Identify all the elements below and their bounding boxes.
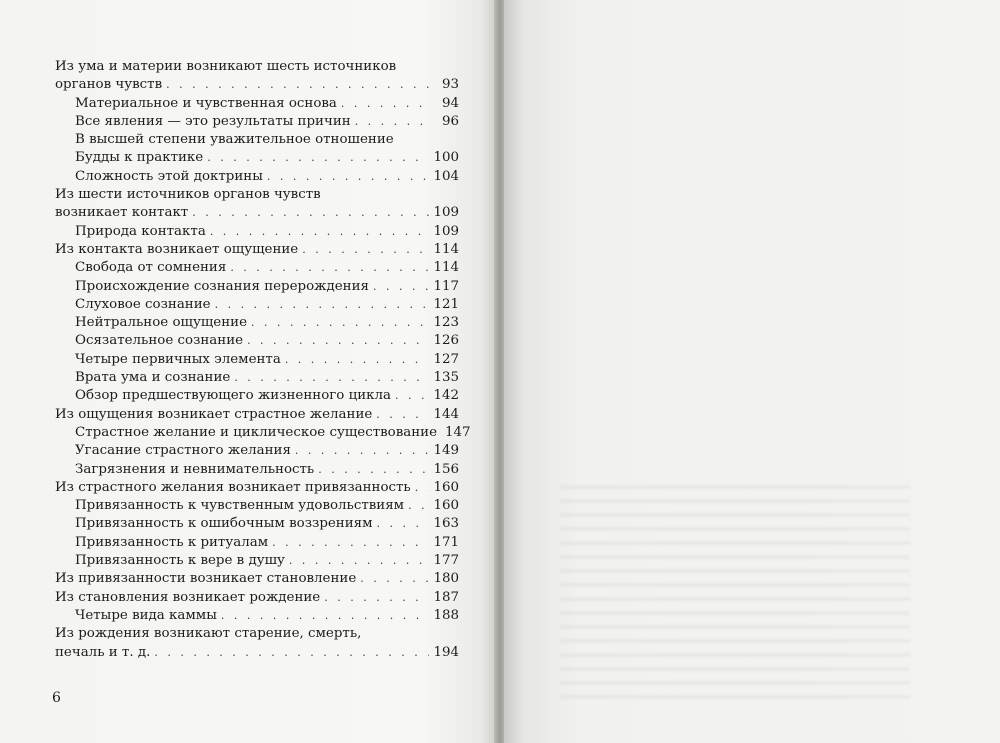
toc-entry-page: 117 — [433, 278, 459, 294]
toc-entry-title: Слуховое сознание — [75, 296, 211, 312]
toc-leader-dots — [324, 589, 429, 607]
toc-entry — [55, 58, 459, 76]
toc-entry-title: В высшей степени уважительное отношение — [75, 132, 394, 148]
toc-entry-title: Свобода от сомнения — [75, 260, 227, 276]
toc-leader-dots — [373, 278, 429, 296]
toc-entry — [55, 95, 459, 113]
toc-leader-dots — [408, 497, 429, 515]
toc-entry — [55, 351, 459, 369]
toc-entry-page: 96 — [441, 113, 459, 129]
toc-leader-dots — [295, 442, 430, 460]
toc-entry-title: Угасание страстного желания — [75, 443, 291, 459]
toc-leader-dots — [377, 515, 430, 533]
toc-entry-title: Сложность этой доктрины — [75, 168, 263, 184]
toc-entry — [55, 296, 459, 314]
toc-leader-dots — [267, 168, 430, 186]
toc-entry — [55, 259, 459, 277]
toc-entry — [55, 204, 459, 222]
toc-leader-dots — [154, 644, 429, 662]
toc-entry — [55, 369, 459, 387]
toc-entry-title: Будды к практике — [75, 150, 204, 166]
toc-entry-title: Привязанность к чувственным удовольствиям — [75, 498, 405, 514]
toc-entry-page: 104 — [433, 168, 459, 184]
toc-leader-dots — [166, 76, 433, 94]
toc-left — [55, 58, 471, 662]
toc-entry — [55, 406, 459, 424]
toc-entry-title: органов чувств — [55, 77, 163, 93]
toc-entry — [55, 387, 459, 405]
toc-entry-page: 147 — [445, 424, 471, 440]
toc-entry-page: 194 — [433, 644, 459, 660]
toc-entry — [55, 131, 459, 149]
toc-leader-dots — [285, 351, 430, 369]
toc-entry — [55, 186, 459, 204]
toc-entry — [55, 332, 459, 350]
toc-entry-page: 94 — [441, 95, 459, 111]
toc-entry-page: 177 — [433, 553, 459, 569]
toc-entry-page: 160 — [433, 498, 459, 514]
toc-entry-page: 135 — [433, 370, 459, 386]
toc-entry-title: Природа контакта — [75, 223, 206, 239]
toc-entry — [55, 113, 459, 131]
toc-entry-title: печаль и т. д. — [55, 644, 151, 660]
toc-entry-title: Из шести источников органов чувств — [55, 187, 321, 203]
toc-entry-title: Привязанность к ошибочным воззрениям — [75, 516, 373, 532]
toc-entry — [55, 497, 459, 515]
toc-entry-title: Врата ума и сознание — [75, 370, 231, 386]
toc-entry-title: Четыре первичных элемента — [75, 351, 281, 367]
toc-entry-page: 142 — [433, 388, 459, 404]
toc-entry-title: Обзор предшествующего жизненного цикла — [75, 388, 392, 404]
toc-entry — [55, 644, 459, 662]
toc-entry — [55, 278, 459, 296]
toc-leader-dots — [341, 95, 433, 113]
toc-leader-dots — [207, 149, 429, 167]
toc-leader-dots — [215, 296, 430, 314]
toc-entry-page: 127 — [433, 351, 459, 367]
toc-entry-title: Из ощущения возникает страстное желание — [55, 406, 373, 422]
toc-leader-dots — [355, 113, 433, 131]
toc-leader-dots — [247, 332, 429, 350]
toc-leader-dots — [289, 552, 430, 570]
toc-entry-page: 180 — [433, 571, 459, 587]
toc-entry-page: 160 — [433, 479, 459, 495]
toc-leader-dots — [234, 369, 429, 387]
toc-leader-dots — [221, 607, 430, 625]
toc-leader-dots — [251, 314, 429, 332]
toc-entry — [55, 241, 459, 259]
toc-entry-page: 93 — [441, 77, 459, 93]
toc-leader-dots — [376, 406, 429, 424]
toc-entry — [55, 570, 459, 588]
toc-leader-dots — [360, 570, 429, 588]
toc-entry-page: 114 — [433, 241, 459, 257]
toc-entry-page: 109 — [433, 223, 459, 239]
toc-entry — [55, 625, 459, 643]
toc-entry-page: 100 — [433, 150, 459, 166]
toc-entry — [55, 589, 459, 607]
toc-entry-title: Из рождения возникают старение, смерть, — [55, 626, 362, 642]
toc-entry-title: Из контакта возникает ощущение — [55, 241, 299, 257]
toc-leader-dots — [415, 479, 430, 497]
toc-entry — [55, 515, 459, 533]
toc-entry-title: Происхождение сознания перерождения — [75, 278, 369, 294]
toc-entry — [55, 552, 459, 570]
show-through-text — [560, 475, 910, 705]
toc-leader-dots — [302, 241, 429, 259]
toc-entry — [55, 76, 459, 94]
toc-entry-page: 187 — [433, 589, 459, 605]
toc-entry-title: Из страстного желания возникает привязанность — [55, 479, 411, 495]
toc-leader-dots — [210, 223, 430, 241]
toc-entry-title: Нейтральное ощущение — [75, 315, 247, 331]
toc-entry-title: Привязанность к ритуалам — [75, 534, 269, 550]
toc-entry — [55, 607, 459, 625]
toc-leader-dots — [395, 387, 429, 405]
toc-entry — [55, 442, 459, 460]
toc-entry-title: Страстное желание и циклическое существование — [75, 424, 438, 440]
toc-entry-title: Четыре вида каммы — [75, 607, 217, 623]
left-page — [0, 0, 496, 743]
toc-entry — [55, 534, 459, 552]
toc-entry-page: 163 — [433, 516, 459, 532]
toc-entry-title: Привязанность к вере в душу — [75, 553, 285, 569]
toc-entry-page: 114 — [433, 260, 459, 276]
toc-leader-dots — [272, 534, 429, 552]
toc-entry-page: 171 — [433, 534, 459, 550]
toc-entry — [55, 424, 471, 442]
page-number: 6 — [52, 690, 61, 706]
toc-entry — [55, 223, 459, 241]
toc-leader-dots — [192, 204, 429, 222]
toc-leader-dots — [230, 259, 429, 277]
toc-entry — [55, 314, 459, 332]
toc-entry-title: Загрязнения и невнимательность — [75, 461, 315, 477]
toc-entry-page: 126 — [433, 333, 459, 349]
toc-entry-title: Из ума и материи возникают шесть источников — [55, 59, 397, 74]
toc-entry-page: 109 — [433, 205, 459, 221]
toc-entry — [55, 479, 459, 497]
toc-entry-title: Из становления возникает рождение — [55, 589, 321, 605]
toc-entry-page: 149 — [433, 443, 459, 459]
toc-entry-title: возникает контакт — [55, 205, 189, 221]
toc-entry — [55, 461, 459, 479]
toc-entry-page: 188 — [433, 607, 459, 623]
toc-entry-title: Все явления — это результаты причин — [75, 113, 351, 129]
toc-entry-title: Из привязанности возникает становление — [55, 571, 357, 587]
toc-entry-page: 156 — [433, 461, 459, 477]
toc-leader-dots — [318, 461, 429, 479]
toc-entry-title: Материальное и чувственная основа — [75, 95, 337, 111]
toc-entry — [55, 149, 459, 167]
toc-entry-page: 123 — [433, 315, 459, 331]
toc-entry-page: 144 — [433, 406, 459, 422]
toc-entry-title: Осязательное сознание — [75, 333, 244, 349]
toc-entry-page: 121 — [433, 296, 459, 312]
toc-entry — [55, 168, 459, 186]
